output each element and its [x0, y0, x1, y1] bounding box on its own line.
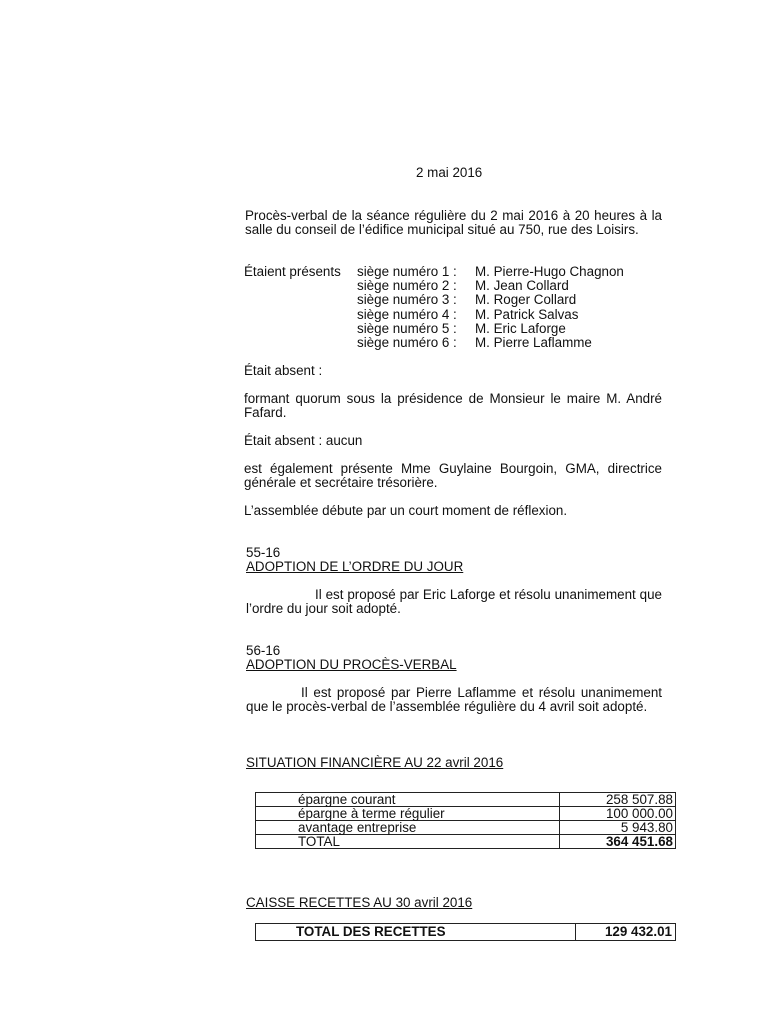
member-name: M. Jean Collard [475, 278, 569, 294]
intro-paragraph: Procès-verbal de la séance régulière du 2 mai 2016 à 20 heures à la salle du conseil de l’édifice municipal situé au 750, rue des Loisirs. [245, 208, 662, 238]
resolution-number: 55-16 [246, 545, 281, 560]
receipts-value: 129 432.01 [576, 924, 676, 941]
also-present-paragraph: est également présente Mme Guylaine Bourgoin, GMA, directrice générale et secrétaire trésorière. [244, 461, 662, 491]
account-value: 100 000.00 [560, 807, 676, 821]
account-value: 258 507.88 [560, 793, 676, 807]
table-row [256, 807, 676, 821]
member-name: M. Eric Laforge [475, 320, 566, 336]
table-row [256, 821, 676, 835]
member-name: M. Roger Collard [475, 292, 577, 308]
attendance-list [244, 265, 684, 350]
financial-title: SITUATION FINANCIÈRE AU 22 avril 2016 [246, 755, 504, 770]
resolution-text: Il est proposé par Pierre Laflamme et résolu unanimement que le procès-verbal de l’assemblée régulière du 4 avril soit adopté. [246, 685, 662, 715]
account-label: épargne courant [256, 793, 560, 807]
account-label: épargne à terme régulier [256, 807, 560, 821]
attendance-row [244, 293, 684, 307]
table-row [256, 924, 676, 941]
absent-none-line: Était absent : aucun [244, 433, 363, 448]
attendance-row [244, 336, 684, 350]
meeting-date: 2 mai 2016 [416, 165, 483, 180]
seat-number: siège numéro 6 : [357, 334, 457, 350]
total-label: TOTAL [256, 835, 560, 849]
seat-number: siège numéro 2 : [357, 278, 457, 294]
absent-line: Était absent : [244, 363, 323, 378]
resolution-title: ADOPTION DE L’ORDRE DU JOUR [246, 559, 464, 574]
resolution-title: ADOPTION DU PROCÈS-VERBAL [246, 657, 457, 672]
member-name: M. Pierre Laflamme [475, 334, 592, 350]
receipts-label: TOTAL DES RECETTES [256, 924, 576, 941]
account-label: avantage entreprise [256, 821, 560, 835]
present-label: Étaient présents [244, 264, 341, 279]
table-row [256, 793, 676, 807]
attendance-row [244, 265, 684, 279]
attendance-row [244, 279, 684, 293]
receipts-table [255, 923, 676, 941]
member-name: M. Pierre-Hugo Chagnon [475, 264, 624, 279]
opening-line: L’assemblée débute par un court moment de réflexion. [244, 503, 568, 518]
resolution-text: Il est proposé par Eric Laforge et résolu unanimement que l’ordre du jour soit adopté. [246, 587, 662, 617]
attendance-row [244, 308, 684, 322]
total-value: 364 451.68 [560, 835, 676, 849]
resolution-number: 56-16 [246, 643, 281, 658]
seat-number: siège numéro 5 : [357, 320, 457, 336]
table-row [256, 835, 676, 849]
quorum-paragraph: formant quorum sous la présidence de Monsieur le maire M. André Fafard. [244, 391, 662, 421]
seat-number: siège numéro 3 : [357, 292, 457, 308]
member-name: M. Patrick Salvas [475, 306, 579, 322]
receipts-title: CAISSE RECETTES AU 30 avril 2016 [246, 895, 473, 910]
financial-table [255, 792, 676, 849]
account-value: 5 943.80 [560, 821, 676, 835]
seat-number: siège numéro 1 : [357, 264, 457, 279]
seat-number: siège numéro 4 : [357, 306, 457, 322]
attendance-row [244, 322, 684, 336]
